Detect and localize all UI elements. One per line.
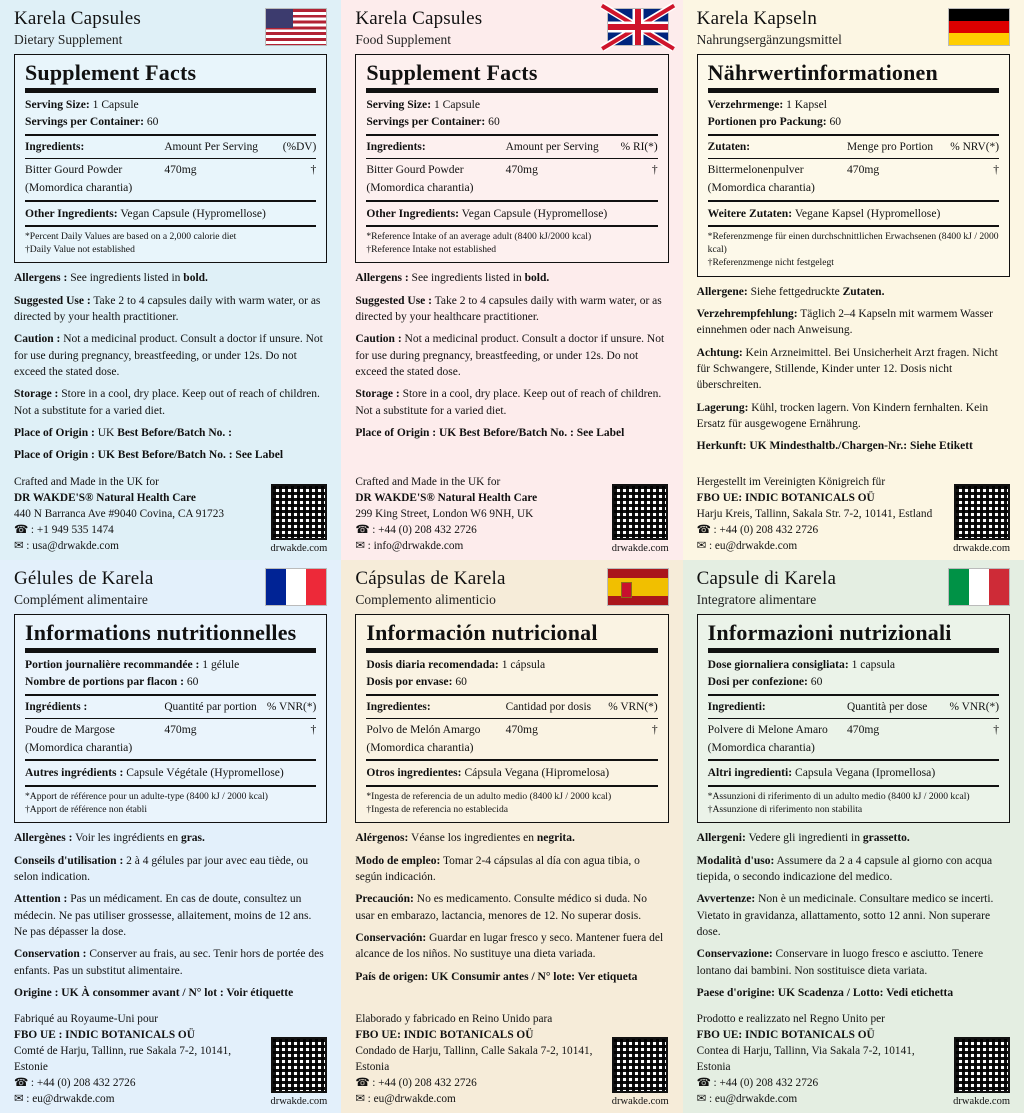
body-paragraph: Avvertenze: Non è un medicinale. Consultare medico se incerti. Vietato in gravidanza, allattamento, sotto 12 anni. Non superare dose. — [696, 893, 994, 938]
address-line: FBO UE: INDIC BOTANICALS OÜ — [696, 1029, 875, 1042]
ingredient-latin-name: (Momordica charantia) — [25, 740, 133, 754]
body-paragraph: Attention : Pas un médicament. En cas de doute, consultez un médecin. Ne pas utiliser grossesse, allaitement, moins de 12 ans. Ne pas dépasser la dose. — [14, 893, 312, 938]
address-line: DR WAKDE'S® Natural Health Care — [14, 491, 196, 504]
address-line: Condado de Harju, Tallinn, Calle Sakala 7-2, 10141, Estonia — [355, 1045, 593, 1074]
body-paragraph: Caution : Not a medicinal product. Consult a doctor if unsure. Not for use during pregnancy, breastfeeding, or under 12s. Do not exceed the stated dose. — [14, 333, 323, 379]
label-body-text — [14, 270, 327, 469]
supplement-facts-box — [355, 54, 668, 264]
ingredient-latin-name: (Momordica charantia) — [707, 181, 815, 195]
label-panel — [0, 0, 341, 560]
product-subtitle: Complément alimentaire — [14, 591, 148, 607]
product-subtitle: Nahrungsergänzungsmittel — [696, 31, 842, 47]
ingredient-latin-name: (Momordica charantia) — [25, 181, 133, 195]
country-flag-icon — [607, 568, 669, 606]
facts-footnote-1: *Apport de référence pour un adulte-type (8400 kJ / 2000 kcal) — [25, 790, 268, 802]
panel-footer — [697, 1007, 1010, 1107]
body-paragraph: Modalità d'uso: Assumere da 2 a 4 capsule al giorno con acqua tiepida, o secondo indicazione del medico. — [696, 854, 993, 883]
country-flag-icon — [607, 8, 669, 46]
qr-code-icon[interactable] — [954, 484, 1010, 540]
company-address — [14, 1011, 262, 1107]
product-title: Karela Capsules — [14, 8, 141, 29]
facts-footnote-1: *Assunzioni di riferimento di un adulto medio (8400 kJ / 2000 kcal) — [707, 790, 970, 802]
address-line: Harju Kreis, Tallinn, Sakala Str. 7-2, 10141, Estland — [696, 507, 933, 520]
address-line: ✉ : eu@drwakde.com — [696, 539, 798, 552]
address-line: Crafted and Made in the UK for — [14, 475, 159, 488]
body-paragraph: Lagerung: Kühl, trocken lagern. Von Kindern fernhalten. Kein Ersatz für ausgewogene Ernährung. — [696, 401, 989, 430]
qr-code-block[interactable] — [612, 1037, 669, 1107]
product-title: Cápsulas de Karela — [355, 567, 506, 589]
qr-code-block[interactable] — [953, 1037, 1010, 1107]
servings-per-container-row: Servings per Container: 60 — [366, 115, 500, 129]
qr-code-icon[interactable] — [271, 484, 327, 540]
serving-size-row: Dosis diaria recomendada: 1 cápsula — [366, 657, 546, 671]
facts-title: Nährwertinformationen — [707, 59, 938, 85]
website-label: drwakde.com — [611, 1096, 669, 1108]
label-panel — [341, 0, 682, 560]
label-panel — [683, 560, 1024, 1113]
address-line: FBO UE: INDIC BOTANICALS OÜ — [355, 1029, 534, 1042]
body-paragraph: Conseils d'utilisation : 2 à 4 gélules par jour avec eau tiède, ou selon indication. — [14, 854, 309, 883]
ingredient-row: Polvo de Melón Amargo 470mg † — [366, 723, 658, 737]
panel-footer — [14, 470, 327, 554]
body-paragraph: Suggested Use : Take 2 to 4 capsules daily with warm water, or as directed by your health practitioner. — [14, 294, 321, 324]
country-flag-icon — [265, 8, 327, 46]
label-body-text — [14, 830, 327, 1007]
address-line: Crafted and Made in the UK for — [355, 475, 501, 488]
label-body-text — [697, 830, 1010, 1007]
servings-per-container-row: Nombre de portions par flacon : 60 — [25, 675, 199, 689]
label-panel — [0, 560, 341, 1113]
panel-header — [14, 8, 327, 48]
facts-column-headers: Zutaten: Menge pro Portion % NRV(*) — [707, 140, 999, 153]
facts-footnote-2: †Apport de référence non établi — [25, 803, 147, 815]
panel-footer — [14, 1007, 327, 1107]
address-line: 299 King Street, London W6 9NH, UK — [355, 507, 534, 520]
body-paragraph: Conservazione: Conservare in luogo fresco e asciutto. Tenere lontano dai bambini. Non sostituisce dieta variata. — [696, 948, 984, 977]
website-label: drwakde.com — [270, 542, 328, 554]
address-line: Prodotto e realizzato nel Regno Unito per — [696, 1013, 885, 1026]
origin-line: Herkunft: UK Mindesthaltb./Chargen-Nr.: Siehe Etikett — [696, 440, 973, 453]
other-ingredients-row: Other Ingredients: Vegan Capsule (Hypromellose) — [25, 206, 266, 220]
supplement-facts-box — [355, 614, 668, 824]
address-line: ☎ : +1 949 535 1474 — [14, 523, 114, 536]
qr-code-block[interactable] — [270, 484, 327, 554]
address-line: DR WAKDE'S® Natural Health Care — [355, 491, 538, 504]
qr-code-icon[interactable] — [954, 1037, 1010, 1093]
body-paragraph: Conservation : Conserver au frais, au sec. Tenir hors de portée des enfants. Pas un substitut alimentaire. — [14, 948, 324, 977]
facts-title: Supplement Facts — [25, 59, 197, 85]
ingredient-row: Polvere di Melone Amaro 470mg † — [707, 723, 999, 737]
other-ingredients-row: Other Ingredients: Vegan Capsule (Hypromellose) — [366, 206, 608, 220]
ingredient-latin-name: (Momordica charantia) — [707, 740, 815, 754]
address-line: Comté de Harju, Tallinn, rue Sakala 7-2, 10141, Estonie — [14, 1045, 232, 1074]
body-paragraph: Suggested Use : Take 2 to 4 capsules daily with warm water, or as directed by your healthcare practitioner. — [355, 294, 662, 324]
country-flag-icon — [265, 568, 327, 606]
product-title: Karela Kapseln — [696, 8, 818, 29]
qr-code-block[interactable] — [612, 484, 669, 554]
qr-code-icon[interactable] — [271, 1037, 327, 1093]
qr-code-icon[interactable] — [612, 484, 668, 540]
facts-column-headers: Ingredients: Amount per Serving % RI(*) — [366, 140, 658, 153]
product-title: Karela Capsules — [355, 8, 483, 29]
label-panel — [683, 0, 1024, 560]
facts-column-headers: Ingredienti: Quantità per dose % VNR(*) — [707, 700, 999, 713]
product-subtitle: Dietary Supplement — [14, 31, 123, 47]
website-label: drwakde.com — [270, 1096, 328, 1108]
panel-footer — [355, 470, 668, 554]
body-paragraph: Allergeni: Vedere gli ingredienti in grassetto. — [696, 832, 910, 845]
serving-size-row: Portion journalière recommandée : 1 gélule — [25, 657, 240, 671]
serving-size-row: Serving Size: 1 Capsule — [25, 98, 139, 112]
ingredient-row: Poudre de Margose 470mg † — [25, 723, 317, 737]
other-ingredients-row: Autres ingrédients : Capsule Végétale (Hypromellose) — [25, 766, 284, 780]
panel-footer — [355, 1007, 668, 1107]
origin-line: Paese d'origine: UK Scadenza / Lotto: Vedi etichetta — [696, 986, 954, 999]
servings-per-container-row: Servings per Container: 60 — [25, 115, 159, 129]
address-line: Elaborado y fabricado en Reino Unido para — [355, 1013, 553, 1026]
company-address — [14, 474, 262, 554]
facts-title: Información nutricional — [366, 619, 598, 645]
country-flag-icon — [948, 8, 1010, 46]
website-label: drwakde.com — [953, 542, 1010, 554]
body-paragraph: Storage : Store in a cool, dry place. Keep out of reach of children. Not a substitute for a varied diet. — [355, 388, 662, 417]
address-line: ☎ : +44 (0) 208 432 2726 — [696, 1077, 819, 1090]
body-paragraph: Allergene: Siehe fettgedruckte Zutaten. — [696, 285, 885, 298]
facts-column-headers: Ingredientes: Cantidad por dosis % VRN(*) — [366, 700, 658, 713]
address-line: Contea di Harju, Tallinn, Via Sakala 7-2, 10141, Estonia — [696, 1045, 915, 1074]
product-title: Gélules de Karela — [14, 567, 154, 589]
facts-title: Informations nutritionnelles — [25, 619, 297, 645]
company-address — [697, 474, 945, 554]
facts-column-headers: Ingrédients : Quantité par portion % VNR(*) — [25, 700, 317, 713]
facts-footnote-1: *Percent Daily Values are based on a 2,000 calorie diet — [25, 230, 237, 242]
serving-size-row: Dose giornaliera consigliata: 1 capsula — [707, 657, 896, 671]
supplement-facts-box — [697, 614, 1010, 824]
facts-footnote-2: †Daily Value not established — [25, 244, 135, 256]
qr-code-block[interactable] — [270, 1037, 327, 1107]
label-body-text — [697, 284, 1010, 461]
address-line: Fabriqué au Royaume-Uni pour — [14, 1013, 159, 1026]
ingredient-row: Bittermelonenpulver 470mg † — [707, 163, 999, 177]
origin-line: Place of Origin : UK Best Before/Batch No. : See Label — [355, 427, 625, 440]
product-title: Capsule di Karela — [696, 567, 837, 589]
servings-per-container-row: Dosi per confezione: 60 — [707, 675, 823, 689]
supplement-facts-box — [14, 614, 327, 824]
facts-footnote-2: †Assunzione di riferimento non stabilita — [707, 803, 863, 815]
facts-footnote-1: *Reference Intake of an average adult (8400 kJ/2000 kcal) — [366, 230, 592, 242]
address-line: ☎ : +44 (0) 208 432 2726 — [355, 523, 477, 536]
body-paragraph: Caution : Not a medicinal product. Consult a doctor if unsure. Not for use during pregnancy, breastfeeding, or under 12s. Do not exceed the stated dose. — [355, 333, 665, 379]
serving-size-row: Verzehrmenge: 1 Kapsel — [707, 98, 827, 112]
address-line: FBO UE : INDIC BOTANICALS OÜ — [14, 1029, 195, 1042]
panel-header — [697, 568, 1010, 608]
product-subtitle: Integratore alimentare — [696, 591, 817, 607]
address-line: ✉ : eu@drwakde.com — [696, 1093, 798, 1106]
ingredient-latin-name: (Momordica charantia) — [366, 181, 474, 195]
address-line: ☎ : +44 (0) 208 432 2726 — [355, 1077, 477, 1090]
body-paragraph: Allergènes : Voir les ingrédients en gras. — [14, 832, 205, 845]
other-ingredients-row: Otros ingredientes: Cápsula Vegana (Hipromelosa) — [366, 766, 610, 780]
origin-line: Place of Origin : UK Best Before/Batch No. : See Label — [14, 449, 284, 462]
company-address — [697, 1011, 945, 1107]
website-label: drwakde.com — [611, 542, 669, 554]
body-paragraph: Verzehrempfehlung: Täglich 2–4 Kapseln mit warmem Wasser einnehmen oder nach Anweisung. — [696, 307, 993, 337]
ingredient-row: Bitter Gourd Powder 470mg † — [25, 163, 317, 177]
label-panel — [341, 560, 682, 1113]
facts-title: Supplement Facts — [366, 59, 538, 85]
origin-line: País de origen: UK Consumir antes / N° lote: Ver etiqueta — [355, 970, 638, 983]
facts-footnote-2: †Ingesta de referencia no establecida — [366, 803, 509, 815]
facts-footnote-1: *Ingesta de referencia de un adulto medio (8400 kJ / 2000 kcal) — [366, 790, 612, 802]
qr-code-icon[interactable] — [612, 1037, 668, 1093]
body-paragraph: Place of Origin : UK Best Before/Batch No. : — [14, 427, 232, 440]
facts-column-headers: Ingredients: Amount Per Serving (%DV) — [25, 140, 317, 153]
ingredient-latin-name: (Momordica charantia) — [366, 740, 474, 754]
qr-code-block[interactable] — [953, 484, 1010, 554]
facts-footnote-1: *Referenzmenge für einen durchschnittlichen Erwachsenen (8400 kJ / 2000 kcal) — [707, 230, 999, 256]
body-paragraph: Precaución: No es medicamento. Consulte médico si duda. No usar en embarazo, lactancia, menores de 12. No superar dosis. — [355, 893, 648, 922]
product-subtitle: Complemento alimenticio — [355, 591, 496, 607]
product-subtitle: Food Supplement — [355, 31, 451, 47]
address-line: 440 N Barranca Ave #9040 Covina, CA 91723 — [14, 507, 225, 520]
other-ingredients-row: Altri ingredienti: Capsula Vegana (Ipromellosa) — [707, 766, 936, 780]
panel-header — [697, 8, 1010, 48]
body-paragraph: Storage : Store in a cool, dry place. Keep out of reach of children. Not a substitute for a varied diet. — [14, 388, 320, 417]
servings-per-container-row: Dosis por envase: 60 — [366, 675, 467, 689]
facts-title: Informazioni nutrizionali — [707, 619, 952, 645]
ingredient-row: Bitter Gourd Powder 470mg † — [366, 163, 658, 177]
address-line: ✉ : usa@drwakde.com — [14, 539, 119, 552]
body-paragraph: Conservación: Guardar en lugar fresco y seco. Mantener fuera del alcance de los niños. No sustituye una dieta variada. — [355, 931, 664, 961]
origin-line: Origine : UK À consommer avant / N° lot : Voir étiquette — [14, 986, 294, 999]
website-label: drwakde.com — [953, 1096, 1010, 1108]
panel-header — [355, 8, 668, 48]
body-paragraph: Achtung: Kein Arzneimittel. Bei Unsicherheit Arzt fragen. Nicht für Schwangere, Stillende, Kinder unter 12. Dosis nicht überschreiten. — [696, 346, 998, 392]
other-ingredients-row: Weitere Zutaten: Vegane Kapsel (Hypromellose) — [707, 206, 941, 220]
facts-footnote-2: †Referenzmenge nicht festgelegt — [707, 257, 834, 269]
body-paragraph: Alérgenos: Véanse los ingredientes en negrita. — [355, 832, 575, 845]
body-paragraph: Allergens : See ingredients listed in bold. — [355, 272, 550, 285]
address-line: ☎ : +44 (0) 208 432 2726 — [14, 1077, 136, 1090]
supplement-facts-box — [697, 54, 1010, 277]
company-address — [355, 474, 603, 554]
address-line: ✉ : eu@drwakde.com — [355, 1093, 456, 1106]
address-line: FBO UE: INDIC BOTANICALS OÜ — [696, 491, 875, 504]
label-body-text — [355, 830, 668, 991]
address-line: Hergestellt im Vereinigten Königreich für — [696, 475, 886, 488]
company-address — [355, 1011, 603, 1107]
body-paragraph: Allergens : See ingredients listed in bold. — [14, 272, 208, 285]
servings-per-container-row: Portionen pro Packung: 60 — [707, 115, 842, 129]
panel-header — [355, 568, 668, 608]
supplement-facts-box — [14, 54, 327, 264]
panel-header — [14, 568, 327, 608]
address-line: ☎ : +44 (0) 208 432 2726 — [696, 523, 819, 536]
address-line: ✉ : info@drwakde.com — [355, 539, 464, 552]
serving-size-row: Serving Size: 1 Capsule — [366, 98, 481, 112]
facts-footnote-2: †Reference Intake not established — [366, 244, 497, 256]
label-body-text — [355, 270, 668, 447]
body-paragraph: Modo de empleo: Tomar 2-4 cápsulas al día con agua tibia, o según indicación. — [355, 854, 640, 883]
address-line: ✉ : eu@drwakde.com — [14, 1093, 115, 1106]
country-flag-icon — [948, 568, 1010, 606]
panel-footer — [697, 470, 1010, 554]
